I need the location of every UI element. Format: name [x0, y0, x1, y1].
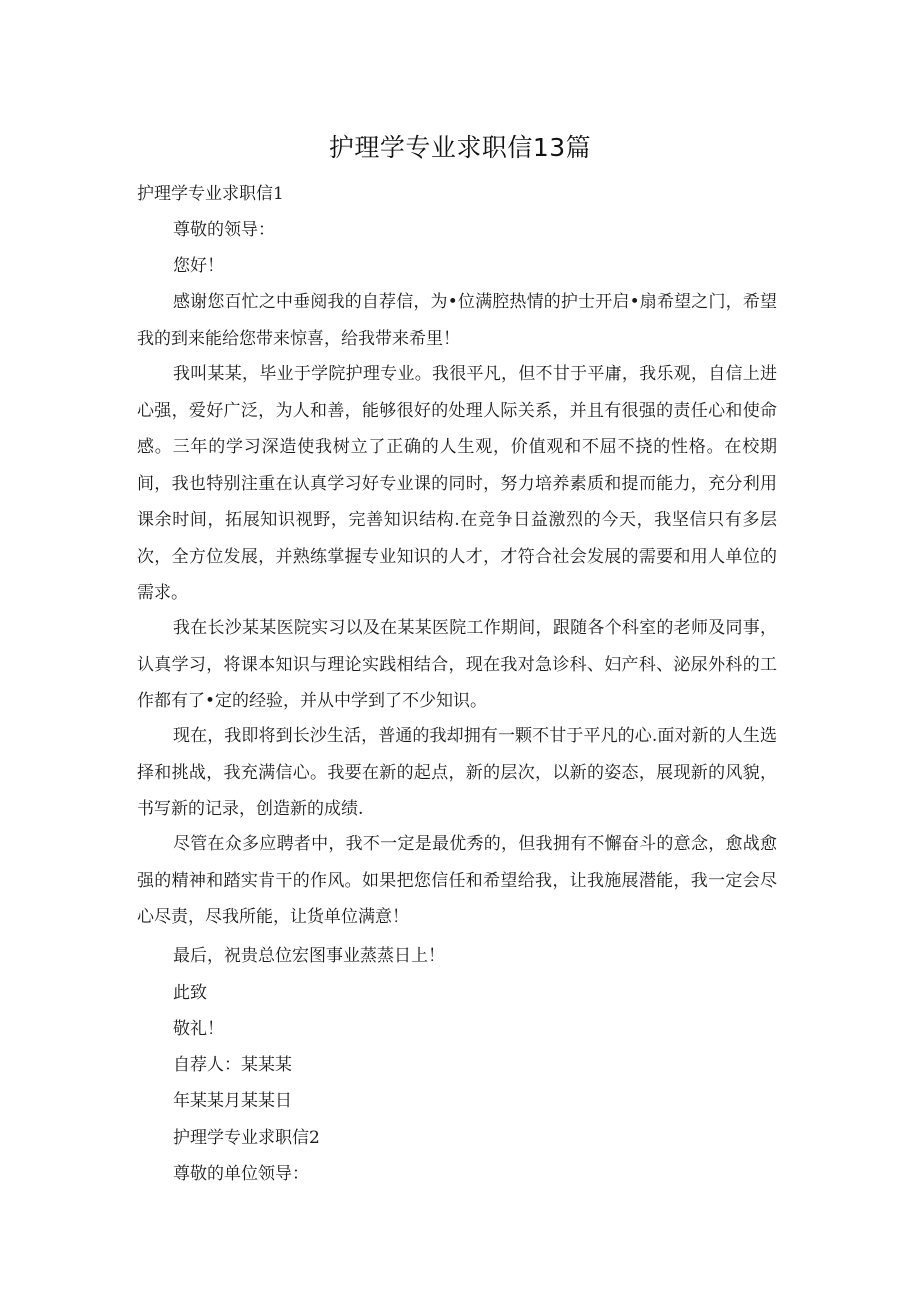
paragraph-intro: 感谢您百忙之中垂阅我的自荐信，为•位满腔热情的护士开启•扇希望之门，希望我的到来能给您带来惊喜，给我带来希里！ — [137, 292, 777, 349]
section2-salutation: 尊敬的单位领导： — [173, 1164, 309, 1184]
salutation: 尊敬的领导： — [173, 220, 275, 240]
document-title: 护理学专业求职信13篇 — [328, 133, 592, 162]
date: 年某某月某某日 — [173, 1091, 292, 1111]
greeting: 您好！ — [173, 256, 224, 276]
paragraph-commitment: 尽管在众多应聘者中，我不一定是最优秀的，但我拥有不懈奋斗的意念，愈战愈强的精神和踏实肯干的作风。如果把您信任和希望给我，让我施展潜能，我一定会尽心尽责，尽我所能，让货单位满意！ — [137, 834, 777, 927]
paragraph-self-introduction: 我叫某某，毕业于学院护理专业。我很平凡，但不甘于平庸，我乐观，自信上进心强，爱好广泛，为人和善，能够很好的处理人际关系，并且有很强的责任心和使命感。三年的学习深造使我树立了正确的人生观，价值观和不屈不挠的性格。在校期间，我也特别注重在认真学习好专业课的同时，努力培养素质和提而能力，充分利用课余时间，拓展知识视野，完善知识结构.在竞争日益激烈的今天，我坚信只有多层次，全方位发展，并熟练掌握专业知识的人才，才符合社会发展的需要和用人单位的需求。 — [137, 364, 777, 603]
paragraph-future: 现在，我即将到长沙生活，普通的我却拥有一颗不甘于平凡的心.面对新的人生选择和挑战，我充满信心。我要在新的起点，新的层次，以新的姿态，展现新的风貌，书写新的记录，创造新的成绩. — [137, 726, 777, 819]
closing-salute: 敬礼！ — [173, 1019, 224, 1039]
section-heading-2: 护理学专业求职信2 — [173, 1128, 320, 1148]
closing-wish: 最后，祝贵总位宏图事业蒸蒸日上！ — [173, 946, 445, 966]
section-heading-1: 护理学专业求职信1 — [137, 184, 284, 204]
closing-regards: 此致 — [173, 983, 207, 1003]
paragraph-experience: 我在长沙某某医院实习以及在某某医院工作期间，跟随各个科室的老师及同事，认真学习，将课本知识与理论实践相结合，现在我对急诊科、妇产科、泌尿外科的工作都有了•定的经验，并从中学到了不少知识。 — [137, 618, 777, 711]
signature: 自荐人：某某某 — [173, 1055, 292, 1075]
